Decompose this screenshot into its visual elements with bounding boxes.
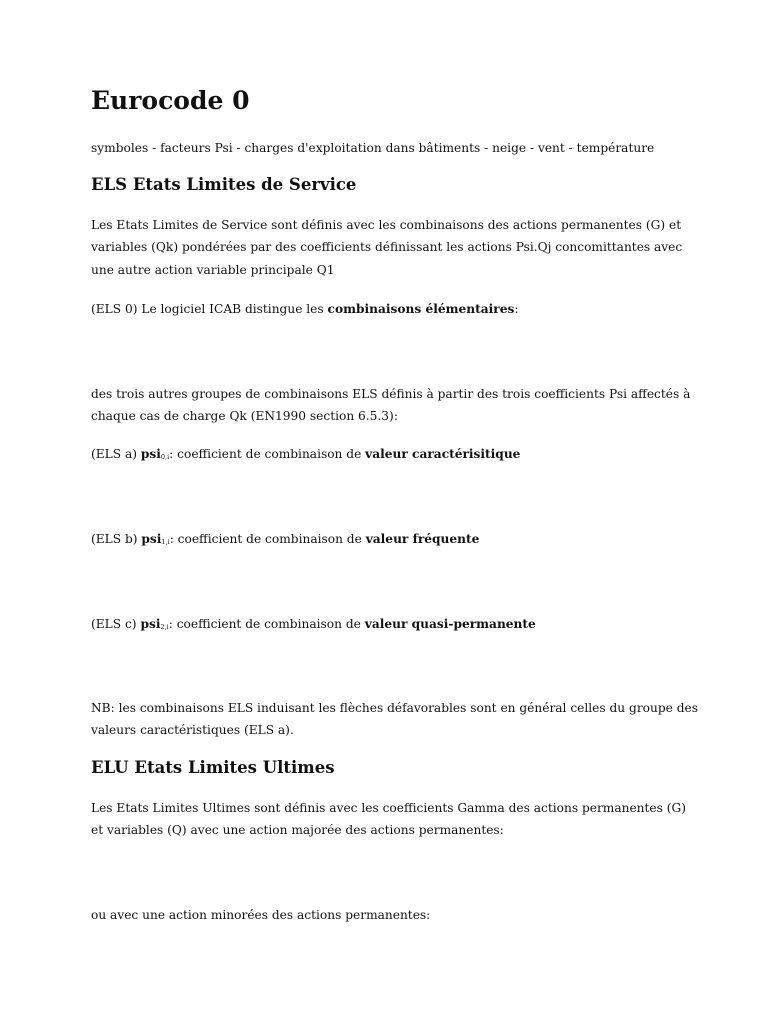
els-a-psi: psi xyxy=(140,447,161,461)
els-intro-line-2: variables (Qk) pondérées par des coefficients définissant les actions Psi.Qj concomittantes avec xyxy=(91,240,683,254)
els0-bold-term: combinaisons élémentaires xyxy=(327,302,515,316)
els-c-prefix: (ELS c) xyxy=(91,617,141,631)
els-a-description: : coefficient de combinaison de xyxy=(169,447,366,461)
els-c-description: : coefficient de combinaison de xyxy=(168,617,365,631)
els-a-prefix: (ELS a) xyxy=(91,447,141,461)
els-groups-line-1: des trois autres groupes de combinaisons ELS définis à partir des trois coefficients Psi affectés à xyxy=(91,387,691,401)
elu-minor-line: ou avec une action minorées des actions permanentes: xyxy=(91,908,431,922)
page-subtitle: symboles - facteurs Psi - charges d'exploitation dans bâtiments - neige - vent - température xyxy=(91,141,655,155)
section-heading-els: ELS Etats Limites de Service xyxy=(91,175,357,194)
els-a-value: valeur caractérisitique xyxy=(365,447,521,461)
els-b-psi: psi xyxy=(141,532,162,546)
els-b-description: : coefficient de combinaison de xyxy=(169,532,366,546)
section-heading-elu: ELU Etats Limites Ultimes xyxy=(91,758,335,777)
nb-line-1: NB: les combinaisons ELS induisant les flèches défavorables sont en général celles du groupe des xyxy=(91,701,698,715)
page-title: Eurocode 0 xyxy=(91,86,250,115)
els-intro-line-3: une autre action variable principale Q1 xyxy=(91,263,335,277)
els-b-value: valeur fréquente xyxy=(365,532,480,546)
nb-line-2: valeurs caractéristiques (ELS a). xyxy=(91,723,294,737)
els0-suffix: : xyxy=(514,302,519,316)
elu-intro-line-2: et variables (Q) avec une action majorée des actions permanentes: xyxy=(91,823,504,837)
els-b-subscript: 1,i xyxy=(161,538,170,546)
els-c-value: valeur quasi-permanente xyxy=(364,617,536,631)
els-c-subscript: 2,i xyxy=(160,623,169,631)
els-b-paragraph xyxy=(91,528,479,554)
elu-intro-line-1: Les Etats Limites Ultimes sont définis avec les coefficients Gamma des actions permanentes (G) xyxy=(91,801,687,815)
els-c-psi: psi xyxy=(140,617,161,631)
els0-prefix: (ELS 0) Le logiciel ICAB distingue les xyxy=(91,302,328,316)
els-c-paragraph xyxy=(91,613,536,639)
els-b-prefix: (ELS b) xyxy=(91,532,142,546)
els0-paragraph xyxy=(91,298,518,321)
els-a-subscript: 0,i xyxy=(160,453,170,461)
els-groups-line-2: chaque cas de charge Qk (EN1990 section 6.5.3): xyxy=(91,409,398,423)
els-intro-line-1: Les Etats Limites de Service sont définis avec les combinaisons des actions permanentes (G) et xyxy=(91,218,682,232)
els-a-paragraph xyxy=(91,443,520,469)
